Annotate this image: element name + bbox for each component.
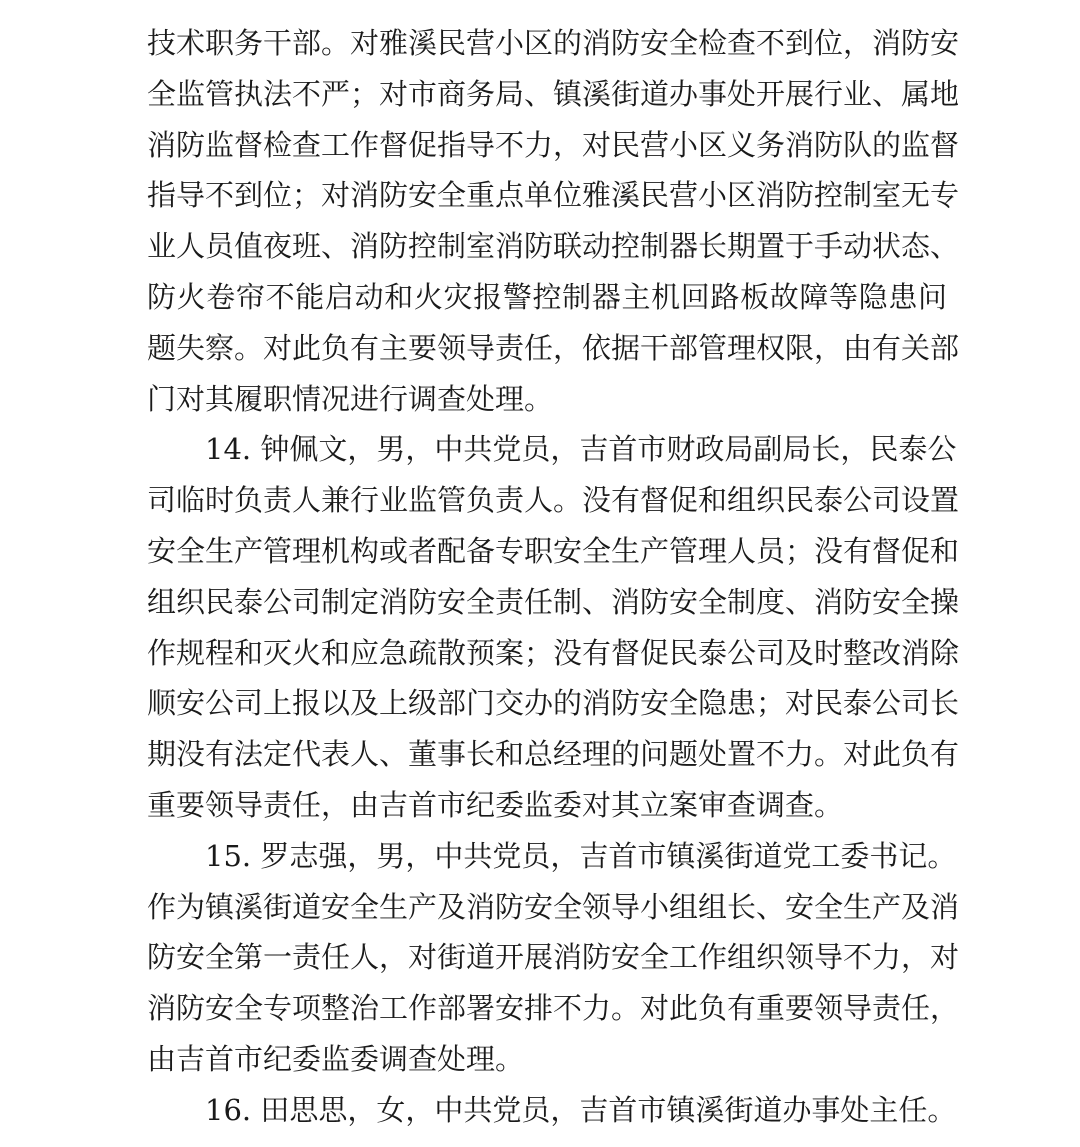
text-line: 安全生产管理机构或者配备专职安全生产管理人员；没有督促和 — [147, 533, 960, 568]
text-line: 作规程和灭火和应急疏散预案；没有督促民泰公司及时整改消除 — [147, 635, 960, 670]
text-line: 由吉首市纪委监委调查处理。 — [147, 1041, 525, 1076]
paragraph-16-first-line: 16. 田思思，女，中共党员，吉首市镇溪街道办事处主任。 — [205, 1092, 957, 1127]
text-line: 顺安公司上报以及上级部门交办的消防安全隐患；对民泰公司长 — [147, 686, 960, 721]
text-line: 重要领导责任，由吉首市纪委监委对其立案审查调查。 — [147, 787, 844, 822]
text-line: 组织民泰公司制定消防安全责任制、消防安全制度、消防安全操 — [147, 584, 960, 619]
text-line: 期没有法定代表人、董事长和总经理的问题处置不力。对此负有 — [147, 737, 960, 772]
text-line: 消防安全专项整治工作部署安排不力。对此负有重要领导责任， — [147, 991, 960, 1026]
text-line: 技术职务干部。对雅溪民营小区的消防安全检查不到位，消防安 — [147, 26, 960, 60]
text-line: 司临时负责人兼行业监管负责人。没有督促和组织民泰公司设置 — [147, 483, 960, 518]
text-line: 业人员值夜班、消防控制室消防联动控制器长期置于手动状态、 — [147, 229, 960, 264]
document-body — [147, 18, 960, 1136]
paragraph-15-first-line: 15. 罗志强，男，中共党员，吉首市镇溪街道党工委书记。 — [205, 838, 957, 873]
text-line: 门对其履职情况进行调查处理。 — [147, 381, 554, 416]
text-line: 消防监督检查工作督促指导不力，对民营小区义务消防队的监督 — [147, 127, 960, 162]
text-line: 指导不到位；对消防安全重点单位雅溪民营小区消防控制室无专 — [147, 178, 960, 213]
text-line: 作为镇溪街道安全生产及消防安全领导小组组长、安全生产及消 — [147, 889, 960, 924]
text-line: 防安全第一责任人，对街道开展消防安全工作组织领导不力，对 — [147, 940, 960, 975]
paragraph-14-first-line: 14. 钟佩文，男，中共党员，吉首市财政局副局长，民泰公 — [205, 432, 957, 467]
text-line: 全监管执法不严；对市商务局、镇溪街道办事处开展行业、属地 — [147, 76, 960, 111]
text-line: 防火卷帘不能启动和火灾报警控制器主机回路板故障等隐患问 — [147, 279, 947, 314]
text-line: 题失察。对此负有主要领导责任，依据干部管理权限，由有关部 — [147, 330, 960, 365]
